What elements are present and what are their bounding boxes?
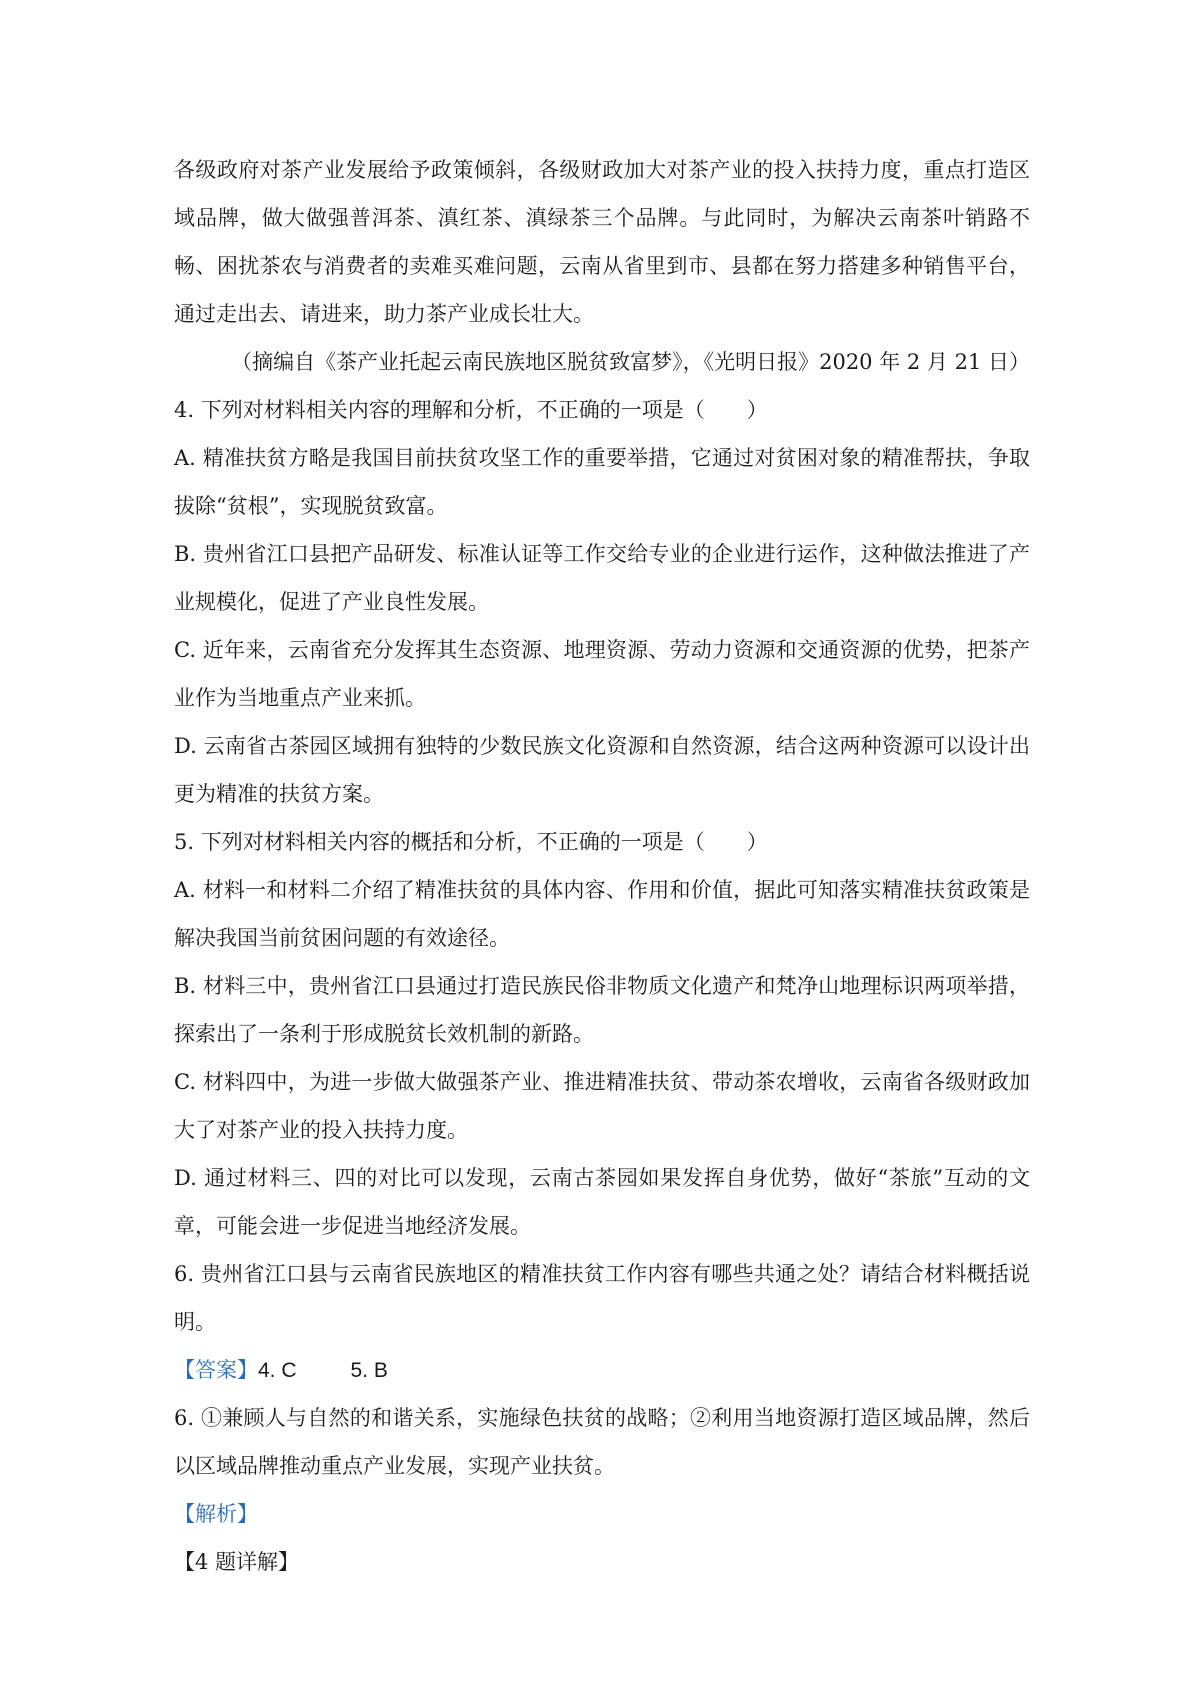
answer-line [174,1346,1030,1394]
option-a-cont: 解决我国当前贫困问题的有效途径。 [174,926,510,950]
option-c-cont: 业作为当地重点产业来抓。 [174,686,426,710]
analysis-q4-detail: 【4 题详解】 [174,1550,300,1574]
option-b-cont: 探索出了一条利于形成脱贫长效机制的新路。 [174,1022,594,1046]
passage-line: 各级政府对茶产业发展给予政策倾斜，各级财政加大对茶产业的投入扶持力度，重点打造区 [174,158,1030,182]
question-stem: 5. 下列对材料相关内容的概括和分析，不正确的一项是（ ） [174,830,768,854]
answer-q4: 4. C [258,1359,297,1382]
option-c: C. 近年来，云南省充分发挥其生态资源、地理资源、劳动力资源和交通资源的优势，把茶产 [174,638,1030,662]
question-stem: 4. 下列对材料相关内容的理解和分析，不正确的一项是（ ） [174,398,768,422]
question-stem-cont: 明。 [174,1310,216,1334]
option-b-cont: 业规模化，促进了产业良性发展。 [174,590,489,614]
option-a: A. 材料一和材料二介绍了精准扶贫的具体内容、作用和价值，据此可知落实精准扶贫政策是 [174,878,1030,902]
question-6 [174,1250,1030,1346]
question-stem: 6. 贵州省江口县与云南省民族地区的精准扶贫工作内容有哪些共通之处？请结合材料概括说 [174,1262,1030,1286]
answer-section [174,1346,1030,1586]
passage-source: （摘编自《茶产业托起云南民族地区脱贫致富梦》，《光明日报》2020 年 2 月 21 日） [231,350,1030,374]
option-d: D. 通过材料三、四的对比可以发现，云南古茶园如果发挥自身优势，做好“茶旅”互动的文 [174,1166,1030,1190]
option-d: D. 云南省古茶园区域拥有独特的少数民族文化资源和自然资源，结合这两种资源可以设计出 [174,734,1030,758]
answer-q6: 6. ①兼顾人与自然的和谐关系，实施绿色扶贫的战略；②利用当地资源打造区域品牌，然后 [174,1406,1030,1430]
question-5 [174,818,1030,1250]
option-b: B. 贵州省江口县把产品研发、标准认证等工作交给专业的企业进行运作，这种做法推进了产 [174,542,1030,566]
answer-q6-cont: 以区域品牌推动重点产业发展，实现产业扶贫。 [174,1454,615,1478]
analysis-label: 【解析】 [174,1502,258,1526]
passage-line: 畅、困扰茶农与消费者的卖难买难问题，云南从省里到市、县都在努力搭建多种销售平台， [174,254,1030,278]
option-a-cont: 拔除“贫根”，实现脱贫致富。 [174,494,448,518]
option-b: B. 材料三中，贵州省江口县通过打造民族民俗非物质文化遗产和梵净山地理标识两项举措， [174,974,1030,998]
passage-paragraph [174,146,1030,386]
question-4 [174,386,1030,818]
answer-q5: 5. B [350,1359,388,1382]
option-d-cont: 章，可能会进一步促进当地经济发展。 [174,1214,531,1238]
option-d-cont: 更为精准的扶贫方案。 [174,782,384,806]
option-c-cont: 大了对茶产业的投入扶持力度。 [174,1118,468,1142]
option-a: A. 精准扶贫方略是我国目前扶贫攻坚工作的重要举措，它通过对贫困对象的精准帮扶，争取 [174,446,1030,470]
answer-label: 【答案】 [174,1358,258,1382]
option-c: C. 材料四中，为进一步做大做强茶产业、推进精准扶贫、带动茶农增收，云南省各级财政加 [174,1070,1030,1094]
passage-line: 通过走出去、请进来，助力茶产业成长壮大。 [174,302,594,326]
passage-line: 域品牌，做大做强普洱茶、滇红茶、滇绿茶三个品牌。与此同时，为解决云南茶叶销路不 [174,206,1030,230]
